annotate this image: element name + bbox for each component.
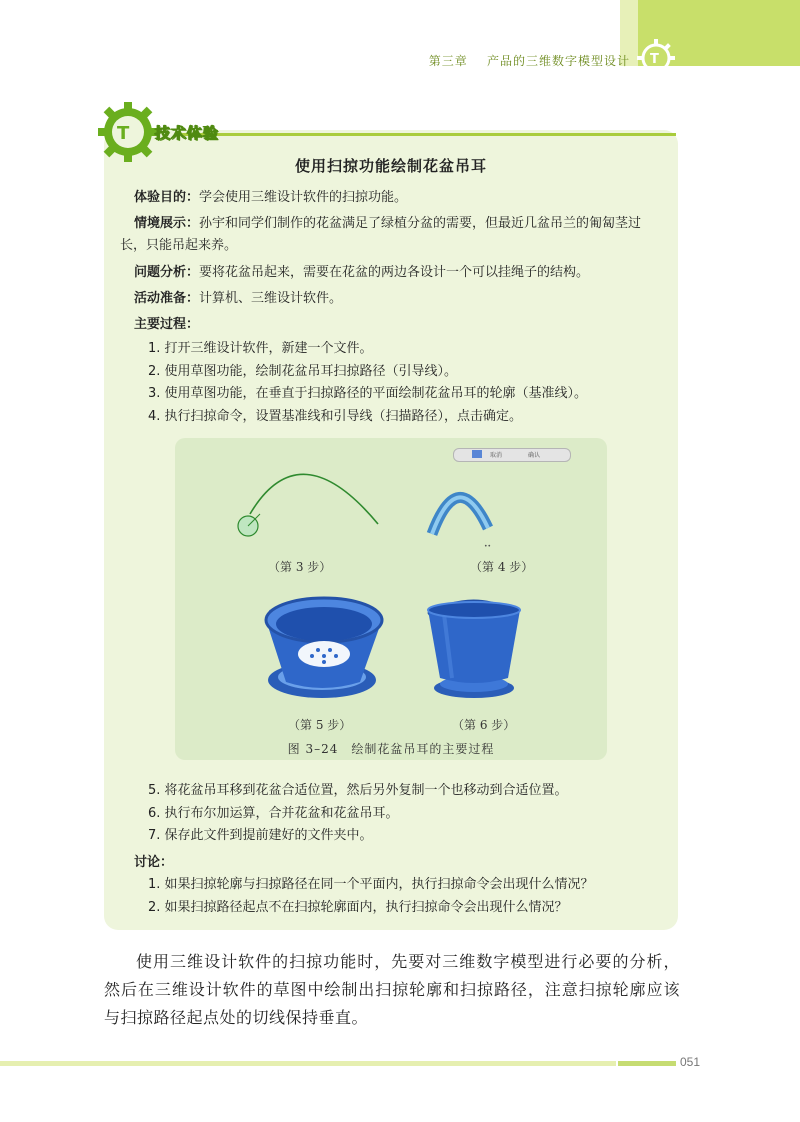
caption-step5: （第 5 步） [288, 718, 352, 732]
software-toolbar [453, 448, 571, 462]
footer-rule [0, 1061, 616, 1066]
analysis-paragraph [134, 262, 664, 284]
scenario-label: 情境展示： [134, 216, 200, 231]
caption-step3: （第 3 步） [268, 560, 332, 574]
toolbar-label-cancel: 取消 [490, 452, 503, 459]
purpose-label: 体验目的： [134, 190, 200, 205]
list-item: 3. 使用草图功能，在垂直于扫掠路径的平面绘制花盆吊耳的轮廓（基准线）。 [148, 386, 588, 401]
list-item: 1. 打开三维设计软件，新建一个文件。 [148, 341, 373, 356]
scenario-text-line2: 长，只能吊起来养。 [120, 238, 238, 253]
chapter-title: 产品的三维数字模型设计 [486, 54, 630, 68]
svg-text:T: T [117, 123, 130, 144]
svg-text:T: T [650, 52, 659, 67]
toolbar-active-icon [472, 450, 482, 458]
analysis-text: 要将花盆吊起来，需要在花盆的两边各设计一个可以挂绳子的结构。 [199, 265, 590, 280]
purpose-paragraph [134, 187, 664, 209]
steps-list-before [148, 338, 668, 428]
step3-sketch [230, 452, 390, 544]
page-number: 051 [680, 1055, 701, 1069]
prep-label: 活动准备： [134, 291, 200, 306]
box-title: 使用扫掠功能绘制花盆吊耳 [294, 157, 487, 175]
figure-title: 图 3–24 绘制花盆吊耳的主要过程 [287, 742, 495, 756]
running-header [429, 52, 630, 69]
body-paragraph: 使用三维设计软件的扫掠功能时，先要对三维数字模型进行必要的分析，然后在三维设计软件的草图中绘制出扫掠轮廓和扫掠路径，注意扫掠轮廓应该与扫掠路径起点处的切线保持垂直。 [104, 952, 680, 1027]
svg-text:••: •• [484, 543, 492, 550]
scenario-text-line1: 孙宇和同学们制作的花盆满足了绿植分盆的需要，但最近几盆吊兰的匍匐茎过 [199, 216, 642, 231]
analysis-label: 问题分析： [134, 265, 200, 280]
sweep-path [250, 474, 378, 524]
tech-experience-badge: 技术体验 [155, 124, 220, 142]
list-item: 6. 执行布尔加运算，合并花盆和花盆吊耳。 [148, 805, 399, 821]
caption-step4: （第 4 步） [470, 560, 534, 574]
caption-step6: （第 6 步） [452, 718, 516, 732]
process-label: 主要过程： [134, 317, 200, 332]
prep-paragraph [134, 288, 664, 310]
process-heading [134, 314, 664, 336]
step5-bucket-top-view [262, 590, 392, 708]
list-item: 5. 将花盆吊耳移到花盆合适位置，然后另外复制一个也移动到合适位置。 [148, 783, 568, 798]
prep-text: 计算机、三维设计软件。 [199, 291, 343, 306]
scenario-paragraph [134, 213, 664, 235]
step6-bucket-side-view [424, 592, 524, 702]
list-item: 4. 执行扫掠命令，设置基准线和引导线（扫描路径），点击确定。 [148, 408, 523, 424]
step4-swept-handle [422, 478, 498, 550]
discussion-heading [134, 852, 664, 874]
gear-icon [634, 36, 678, 80]
list-item: 1. 如果扫掠轮廓与扫掠路径在同一个平面内，执行扫掠命令会出现什么情况？ [148, 877, 594, 892]
list-item: 7. 保存此文件到提前建好的文件夹中。 [148, 828, 373, 843]
chapter-number: 第三章 [428, 54, 468, 68]
box-title-line [176, 133, 676, 136]
list-item: 2. 如果扫掠路径起点不在扫掠轮廓面内，执行扫掠命令会出现什么情况？ [148, 899, 568, 915]
discussion-list [148, 874, 668, 919]
list-item: 2. 使用草图功能，绘制花盆吊耳扫掠路径（引导线）。 [148, 363, 458, 379]
scenario-paragraph-cont [120, 235, 650, 257]
steps-list-after [148, 780, 668, 848]
purpose-text: 学会使用三维设计软件的扫掠功能。 [199, 190, 408, 205]
discussion-label: 讨论： [134, 855, 174, 870]
footer-accent [618, 1061, 676, 1066]
toolbar-label-confirm: 确认 [528, 452, 541, 459]
